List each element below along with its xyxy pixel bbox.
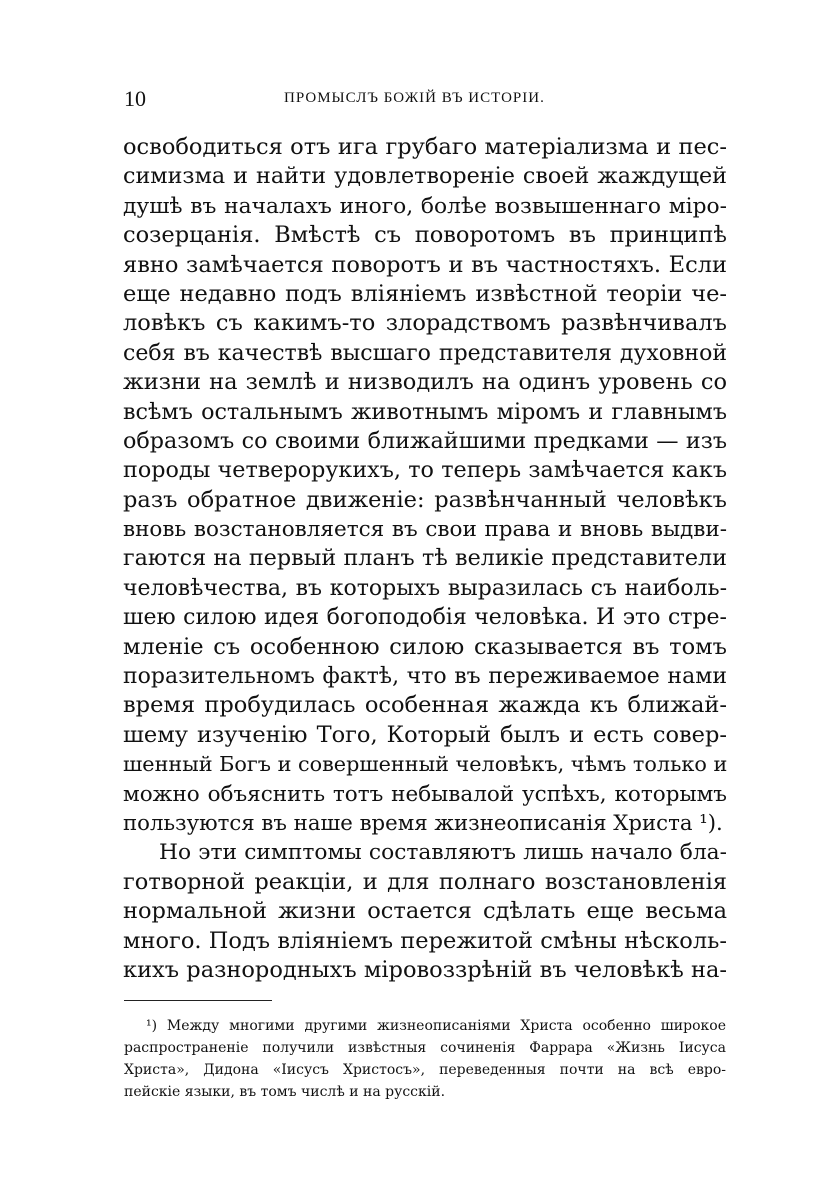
text-line: Но эти симптомы составляютъ лишь начало бла-	[159, 840, 727, 866]
text-line: можно объяснить тотъ небывалой успѣхъ, которымъ	[123, 781, 727, 807]
text-line: нормальной жизни остается сдѣлать еще весьма	[123, 898, 727, 925]
text-line: пользуются въ наше время жизнеописанія Христа ¹).	[123, 810, 723, 836]
text-line: шею силою идея богоподобія человѣка. И это стре-	[123, 605, 727, 631]
text-line: еще недавно подъ вліяніемъ извѣстной теоріи че-	[123, 280, 727, 307]
text-line: человѣчества, въ которыхъ выразилась съ наиболь-	[123, 575, 727, 601]
footnote-divider	[124, 1000, 272, 1001]
page-header	[124, 86, 726, 116]
text-line: освободиться отъ ига грубаго матеріализма и пес-	[123, 134, 727, 160]
text-line: готворной реакціи, и для полнаго возстановленія	[123, 868, 727, 895]
text-line: ловѣкъ съ какимъ-то злорадствомъ развѣнчивалъ	[123, 310, 727, 337]
text-line: породы четверорукихъ, то теперь замѣчается какъ	[123, 457, 727, 484]
text-line: жизни на землѣ и низводилъ на одинъ уровень со	[123, 369, 727, 396]
text-line: созерцанія. Вмѣстѣ съ поворотомъ въ принципѣ	[123, 222, 727, 249]
text-line: гаются на первый планъ тѣ великіе представители	[123, 545, 727, 572]
footnote-line: ¹) Между многими другими жизнеописаніями Христа особенно широкое	[146, 1018, 726, 1034]
text-line: симизма и найти удовлетвореніе своей жаждущей	[123, 163, 727, 190]
footnote-line: пейскіе языки, въ томъ числѣ и на русскій.	[124, 1084, 446, 1100]
text-line: шему изученію Того, Который былъ и есть совер-	[123, 721, 727, 748]
footnote-line: распространеніе получили извѣстныя сочиненія Фаррара «Жизнь Іисуса	[124, 1040, 726, 1056]
text-line: явно замѣчается поворотъ и въ частностяхъ. Если	[123, 251, 727, 278]
footnote-line: Христа», Дидона «Іисусъ Христосъ», переведенныя почти на всѣ евро-	[124, 1062, 726, 1078]
text-line: разъ обратное движеніе: развѣнчанный человѣкъ	[123, 486, 727, 513]
text-line: шенный Богъ и совершенный человѣкъ, чѣмъ только и	[123, 752, 728, 777]
text-line: время пробудилась особенная жажда къ ближай-	[123, 692, 727, 719]
footnotes	[124, 1015, 726, 1103]
text-line: образомъ со своими ближайшими предками — изъ	[123, 427, 727, 454]
text-line: всѣмъ остальнымъ животнымъ міромъ и главнымъ	[123, 398, 727, 425]
text-line: себя въ качествѣ высшаго представителя духовной	[123, 340, 727, 366]
running-title: ПРОМЫСЛЪ БОЖІЙ ВЪ ИСТОРІИ.	[284, 90, 545, 106]
text-line: мленіе съ особенною силою сказывается въ томъ	[123, 633, 727, 660]
main-text	[123, 133, 727, 985]
text-line: вновь возстановляется въ свои права и вновь выдви-	[123, 517, 727, 543]
text-line: кихъ разнородныхъ міровоззрѣній въ человѣкѣ на-	[123, 956, 727, 983]
page-number: 10	[124, 86, 146, 111]
text-line: душѣ въ началахъ иного, болѣе возвышеннаго міро-	[123, 193, 727, 219]
text-line: поразительномъ фактѣ, что въ переживаемое нами	[123, 664, 727, 690]
text-line: много. Подъ вліяніемъ пережитой смѣны нѣсколь-	[123, 927, 727, 954]
